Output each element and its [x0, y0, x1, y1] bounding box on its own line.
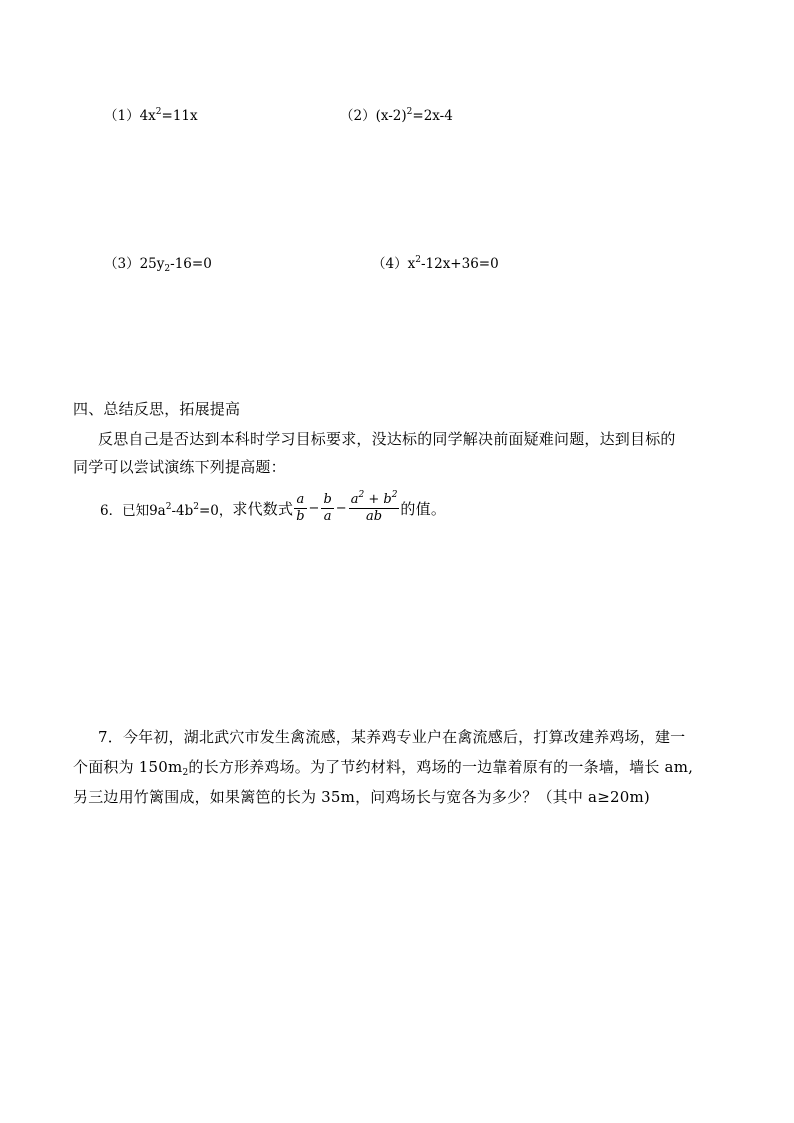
question-6: 6．已知 $9a^2-4b^2=0$， 求代数式 $\frac{a}{b}$ − $\frac{b}{a}$ − $\frac{a^2 + b^2}{ab}$ 的值。 — [100, 490, 447, 524]
problem-2: $(2)(x-2)^2=2x-4$ — [340, 107, 453, 124]
question-7-line-1: 7．今年初，湖北武穴市发生禽流感，某养鸡专业户在禽流感后，打算改建养鸡场，建一 — [98, 728, 686, 746]
question-7-line-3: 另三边用竹篱围成，如果篱笆的长为 35m，问鸡场长与宽各为多少？（其中 a≥20m) — [73, 788, 650, 806]
section-4-para-line-2: 同学可以尝试演练下列提高题： — [73, 458, 286, 476]
section-4-para-line-1: 反思自己是否达到本科时学习目标要求，没达标的同学解决前面疑难问题，达到目标的 — [98, 430, 676, 448]
fraction-b-over-a: $\frac{b}{a}$ — [323, 492, 332, 524]
problem-3: $(3)25y_2-16=0$ — [104, 256, 212, 274]
fraction-a-over-b: $\frac{a}{b}$ — [296, 492, 305, 524]
problem-1: $(1)4x^2=11x$ — [104, 107, 198, 124]
question-7-line-2: 个面积为 $150m_2$的长方形养鸡场。为了节约材料，鸡场的一边靠着原有的一条墙，墙长 am, — [73, 758, 694, 778]
fraction-sum-of-squares-over-ab: $\frac{a^2 + b^2}{ab}$ — [350, 490, 398, 524]
section-4-heading: 四、总结反思，拓展提高 — [73, 400, 241, 418]
problem-4: $(4)x^2-12x+36=0$ — [372, 255, 499, 272]
